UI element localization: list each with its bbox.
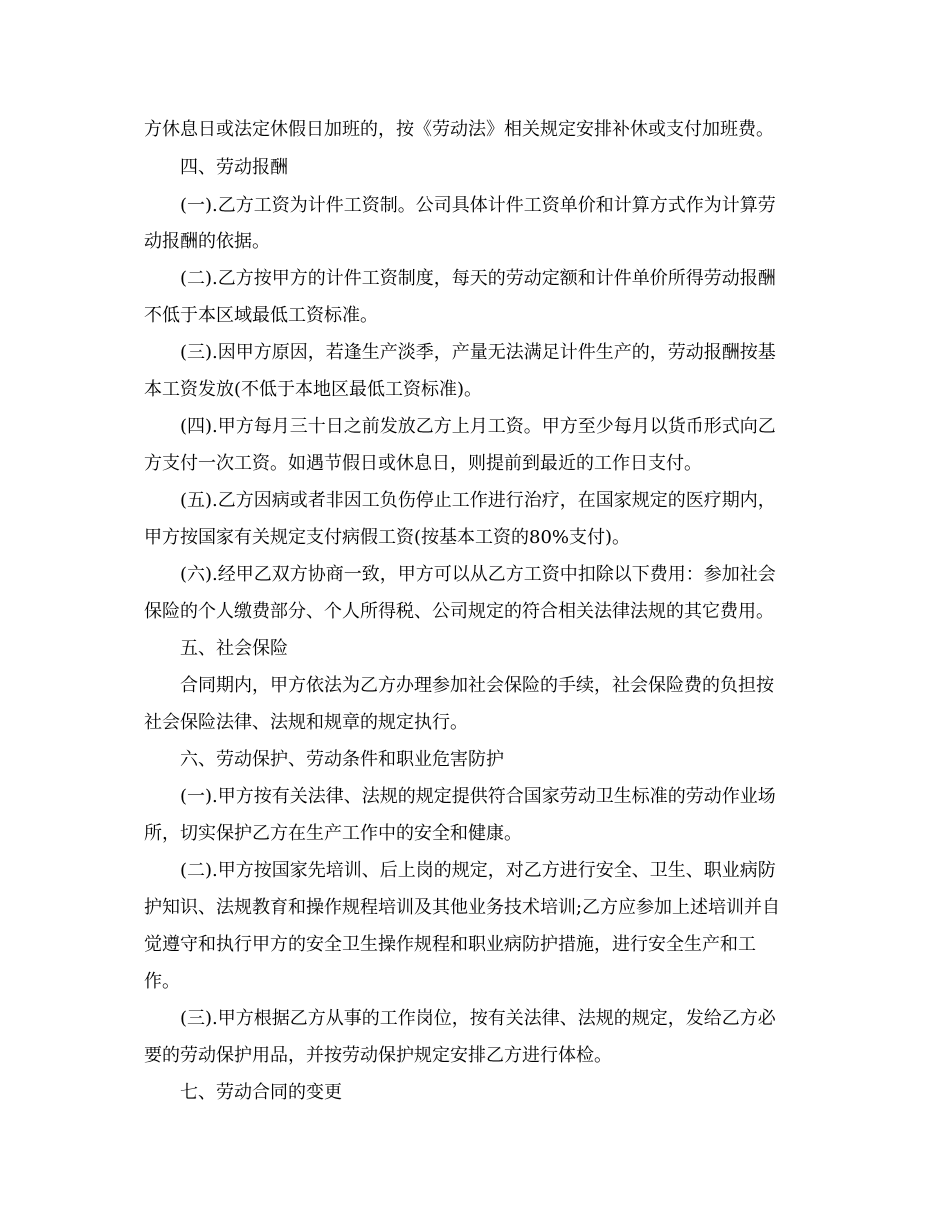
paragraph-line: 动报酬的依据。 bbox=[144, 231, 270, 252]
paragraph-line: (一).甲方按有关法律、法规的规定提供符合国家劳动卫生标准的劳动作业场 bbox=[180, 786, 776, 807]
paragraph-line: (四).甲方每月三十日之前发放乙方上月工资。甲方至少每月以货币形式向乙 bbox=[180, 416, 776, 437]
paragraph-line: 甲方按国家有关规定支付病假工资(按基本工资的80%支付)。 bbox=[144, 527, 631, 548]
section-heading-labor-protection: 六、劳动保护、劳动条件和职业危害防护 bbox=[180, 749, 504, 770]
paragraph-line: 保险的个人缴费部分、个人所得税、公司规定的符合相关法律法规的其它费用。 bbox=[144, 601, 774, 622]
paragraph-line: (六).经甲乙双方协商一致，甲方可以从乙方工资中扣除以下费用：参加社会 bbox=[180, 564, 776, 585]
paragraph-line: 合同期内，甲方依法为乙方办理参加社会保险的手续，社会保险费的负担按 bbox=[180, 675, 774, 696]
section-heading-social-insurance: 五、社会保险 bbox=[180, 638, 288, 659]
paragraph-line: 社会保险法律、法规和规章的规定执行。 bbox=[144, 712, 468, 733]
section-heading-labor-pay: 四、劳动报酬 bbox=[180, 157, 288, 178]
paragraph-line: (三).因甲方原因，若逢生产淡季，产量无法满足计件生产的，劳动报酬按基 bbox=[180, 342, 776, 363]
paragraph-line: (一).乙方工资为计件工资制。公司具体计件工资单价和计算方式作为计算劳 bbox=[180, 195, 776, 216]
paragraph-line: 本工资发放(不低于本地区最低工资标准)。 bbox=[144, 379, 483, 400]
paragraph-line: 护知识、法规教育和操作规程培训及其他业务技术培训;乙方应参加上述培训并自 bbox=[144, 897, 781, 918]
paragraph-line: 不低于本区域最低工资标准。 bbox=[144, 305, 378, 326]
section-heading-contract-change: 七、劳动合同的变更 bbox=[180, 1082, 342, 1103]
paragraph-line: (二).甲方按国家先培训、后上岗的规定，对乙方进行安全、卫生、职业病防 bbox=[180, 860, 776, 881]
paragraph-line: (三).甲方根据乙方从事的工作岗位，按有关法律、法规的规定，发给乙方必 bbox=[180, 1008, 776, 1029]
paragraph-line: 方支付一次工资。如遇节假日或休息日，则提前到最近的工作日支付。 bbox=[144, 453, 702, 474]
paragraph-line: 作。 bbox=[144, 971, 180, 992]
paragraph-line: 方休息日或法定休假日加班的，按《劳动法》相关规定安排补休或支付加班费。 bbox=[144, 119, 774, 140]
paragraph-line: 所，切实保护乙方在生产工作中的安全和健康。 bbox=[144, 823, 522, 844]
paragraph-line: 觉遵守和执行甲方的安全卫生操作规程和职业病防护措施，进行安全生产和工 bbox=[144, 934, 756, 955]
paragraph-line: (二).乙方按甲方的计件工资制度，每天的劳动定额和计件单价所得劳动报酬 bbox=[180, 268, 776, 289]
paragraph-line: (五).乙方因病或者非因工负伤停止工作进行治疗，在国家规定的医疗期内， bbox=[180, 490, 776, 511]
paragraph-line: 要的劳动保护用品，并按劳动保护规定安排乙方进行体检。 bbox=[144, 1045, 612, 1066]
